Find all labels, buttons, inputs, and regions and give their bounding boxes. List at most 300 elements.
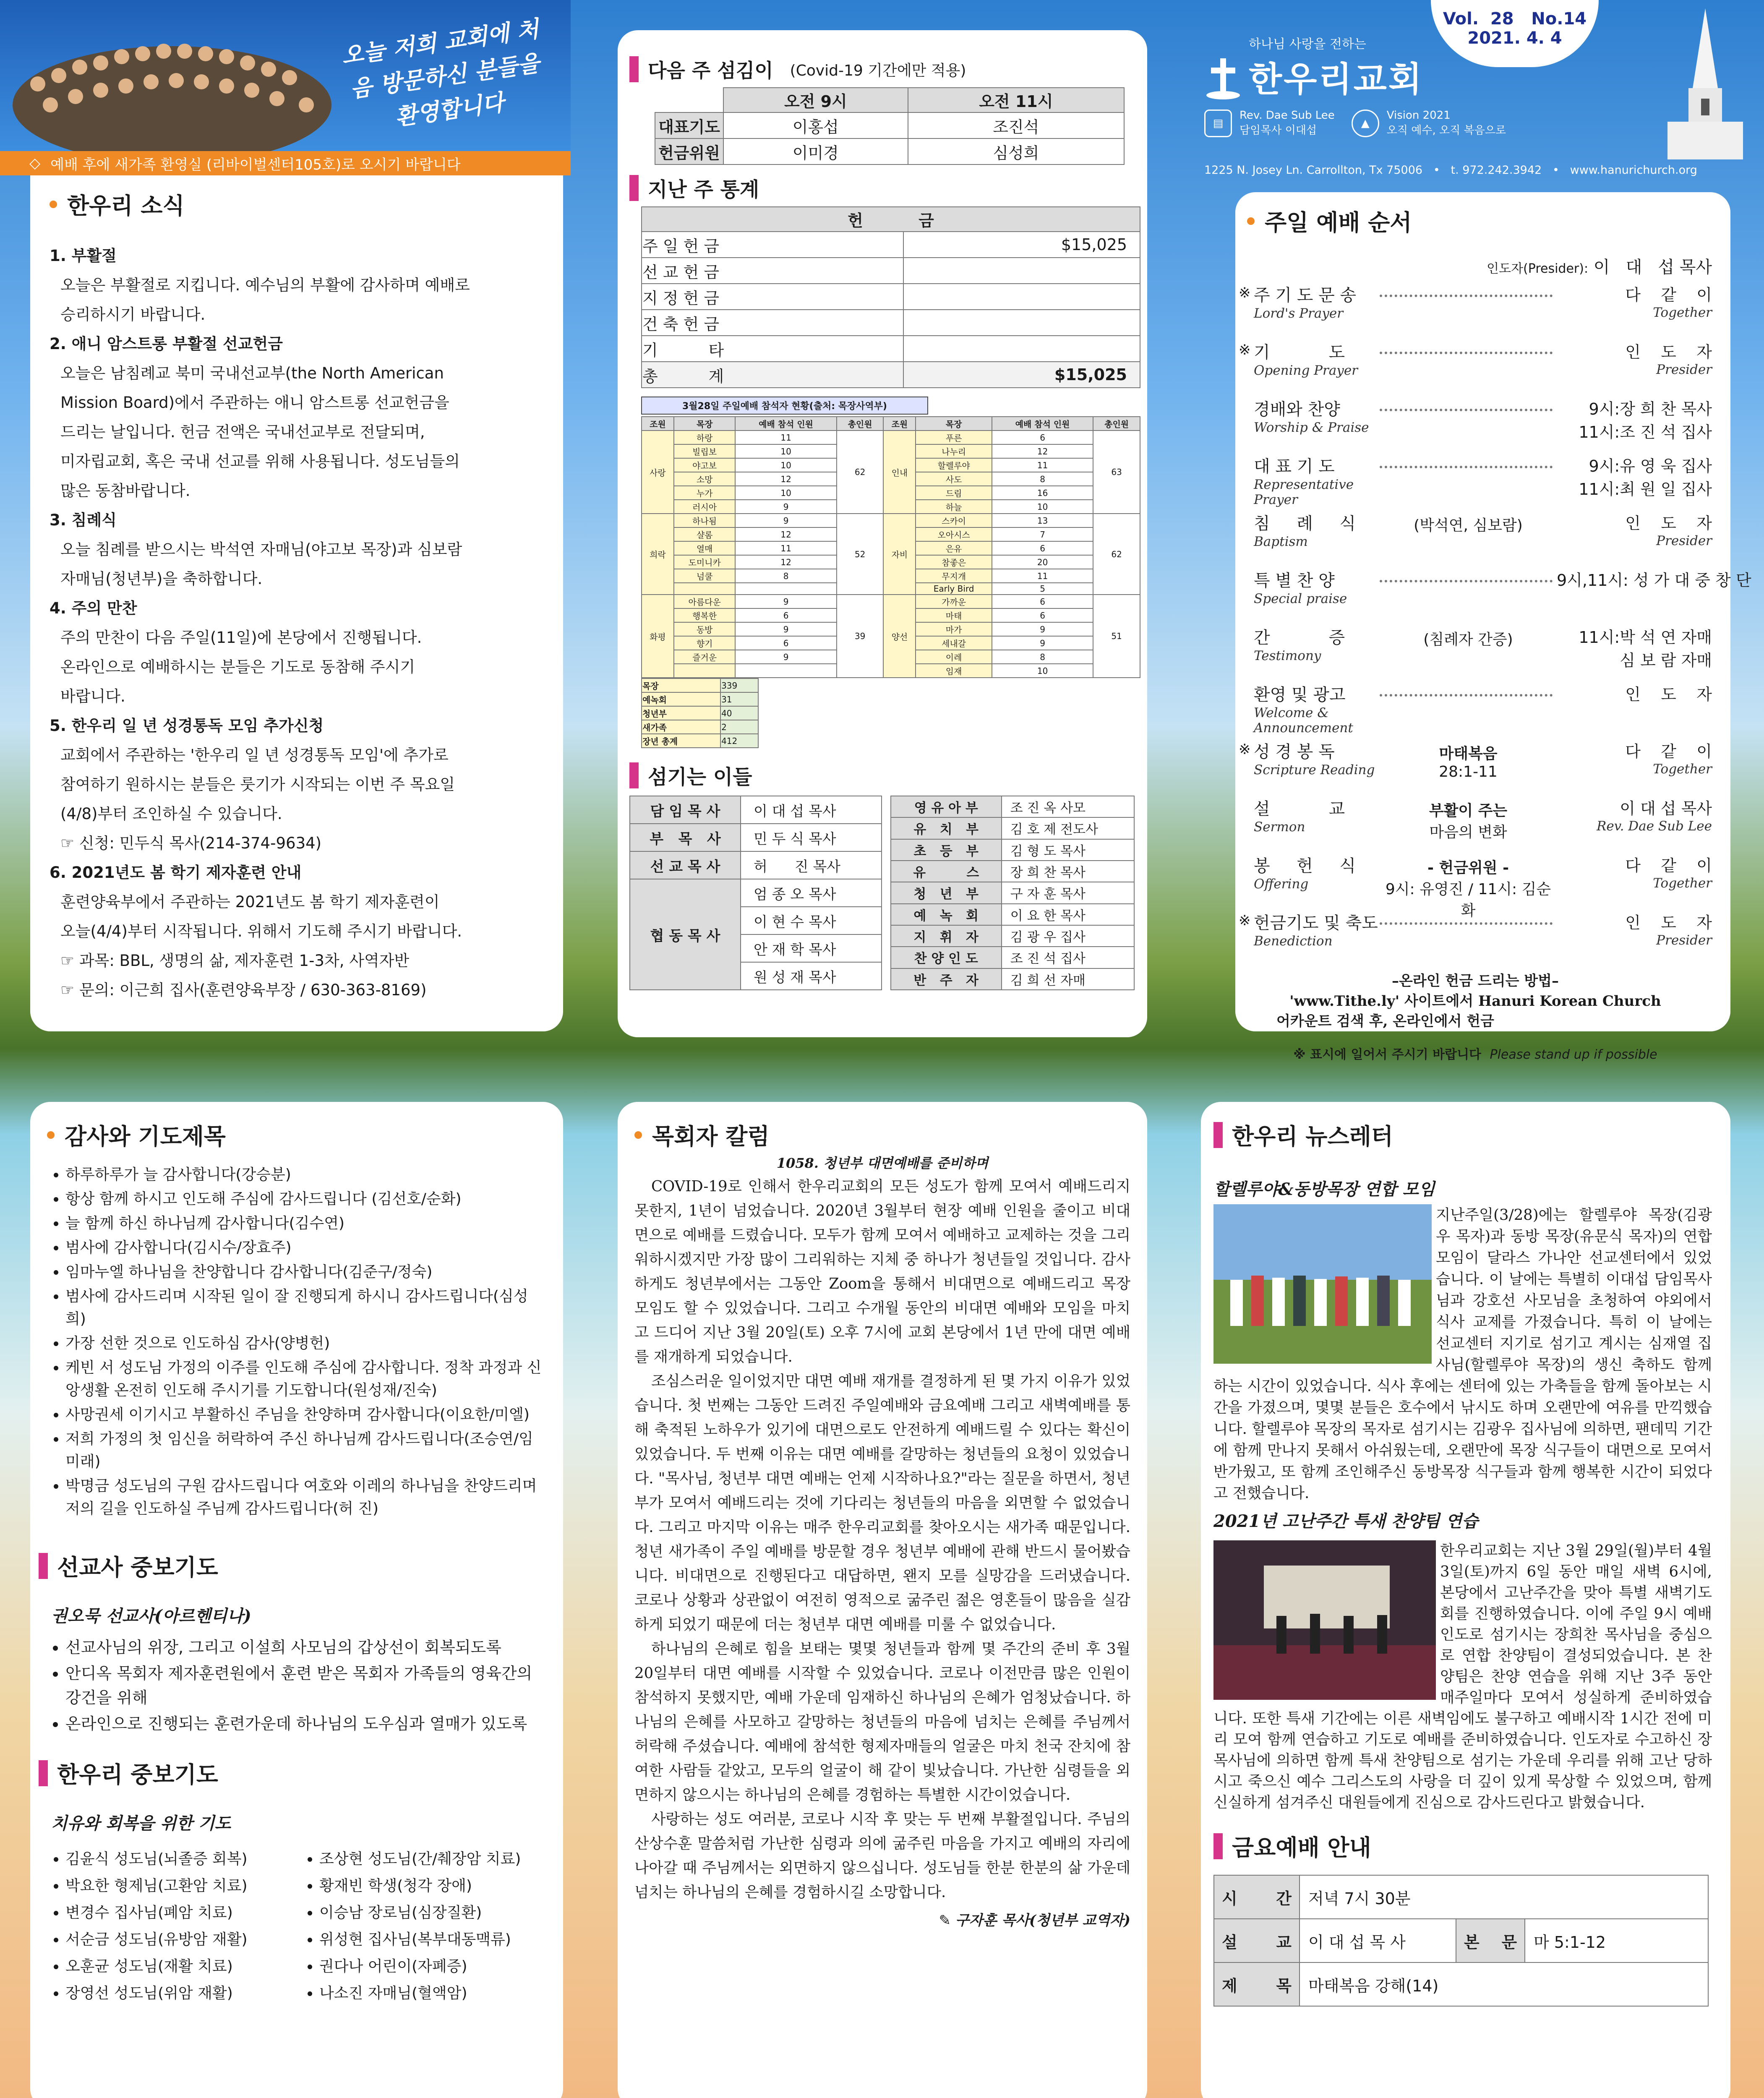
- column-body: [634, 1174, 1130, 1905]
- column-paragraph: 하나님의 은혜로 힘을 보태는 몇몇 청년들과 함께 몇 주간의 준비 후 3월 20일부터 대면 예배를 시작할 수 있었습니다. 코로나 이전만큼 많은 인원이 참석하지 못했지만, 예배 가운데 임재하신 하나님의 은혜가 엄청났습니다. 하나님의 은혜를 사모하고 갈망하는 청년들의 마음에 넘치는 은혜를 주님께서 허락해 주셨습니다. 예배에 참석한 형제자매들의 얼굴은 마치 천국 잔치에 참여한 사람들 같았고, 모두의 얼굴이 해 같이 빛났습니다. 가난한 심령들을 외면하지 않으시는 하나님의 은혜를 경험하는 특별한 시간이었습니다.: [634, 1640, 1130, 1803]
- leader-name: 인 도 자: [1625, 343, 1712, 361]
- staff-name: 원 성 재 목사: [741, 962, 882, 990]
- worship-item-name: [1254, 624, 1380, 663]
- cell-count: 9: [992, 636, 1093, 650]
- leader-name: 다 같 이: [1625, 286, 1712, 304]
- group-total: 39: [837, 595, 884, 678]
- group-name: 사랑: [642, 431, 674, 514]
- worship-item-middle: [1380, 738, 1557, 780]
- cell-count: 10: [735, 486, 836, 500]
- leader-name: 9시:유 영 욱 집사: [1589, 457, 1712, 475]
- worship-item-name: [1254, 738, 1380, 778]
- cell-count: 7: [992, 527, 1093, 541]
- leader-name: 다 같 이: [1625, 742, 1712, 761]
- worship-item: [1239, 282, 1712, 339]
- cell-count: 8: [735, 569, 836, 583]
- worship-title: 주일 예배 순서: [1247, 205, 1712, 237]
- staff-row: [891, 947, 1134, 968]
- summary-row: [642, 706, 758, 720]
- worship-item-name: [1254, 567, 1380, 606]
- worship-item-middle: [1380, 282, 1557, 297]
- intercession-sub: 치유와 회복을 위한 기도: [51, 1814, 231, 1833]
- staff-name: 엄 종 오 목사: [741, 879, 882, 907]
- staff-row: [891, 882, 1134, 903]
- worship-item-leader: [1557, 853, 1712, 891]
- summary-label: 목장: [642, 678, 720, 692]
- item-title: 기 도: [1254, 343, 1345, 362]
- cell-count: 12: [735, 555, 836, 569]
- staff-name: 이 대 섭 목사: [741, 796, 882, 824]
- worship-item-name: [1254, 453, 1380, 507]
- staff-role: 청 년 부: [891, 882, 1002, 903]
- cell-count: 9: [992, 622, 1093, 636]
- stand-mark: ※: [1239, 741, 1251, 758]
- item-english: Opening Prayer: [1254, 363, 1358, 378]
- praise-team-photo: [1213, 1540, 1436, 1700]
- group-name: 양선: [883, 595, 916, 678]
- welcome-script: 오늘 저희 교회에 처음 방문하신 분들을 환영합니다: [339, 15, 541, 131]
- column-paragraph: COVID-19로 인해서 한우리교회의 모든 성도가 함께 모여서 예배드리지 못한지, 1년이 넘었습니다. 2020년 3월부터 현장 예배 인원을 줄이고 비대면으로 예배를 드렸습니다. 모두가 함께 모여서 예배하고 교제하는 것을 그리워하시겠지만 가장 많이 그리워하는 지체 중 하나가 청년들일 것입니다. 감사하게도 청년부에서는 그동안 Zoom을 통해서 비대면으로 예배드리고 목장 모임도 할 수 있었습니다. 그리고 수개월 동안의 비대면 예배와 모임을 마치고 드디어 지난 3월 20일(토) 오후 7시에 교회 본당에서 1년 만에 대면 예배를 재개하게 되었습니다.: [634, 1178, 1130, 1365]
- cell-name: 넘쿨: [674, 569, 736, 583]
- cell-count: 6: [735, 608, 836, 622]
- pink-bar-icon: [39, 1760, 48, 1786]
- leader-english: Rev. Dae Sub Lee: [1597, 819, 1712, 834]
- news-list: [50, 241, 546, 1005]
- cell-name: 동방: [674, 622, 736, 636]
- dot-leader: [1380, 694, 1553, 697]
- cell-name: 샬롬: [674, 527, 736, 541]
- news-item: 3. 침례식 오늘 침례를 받으시는 박석연 자매님(야고보 목장)과 심보람 자매님(청년부)을 축하합니다.: [50, 511, 462, 588]
- worship-item: [1239, 567, 1751, 624]
- worship-item-middle: [1380, 910, 1557, 925]
- group-total: 63: [1093, 431, 1140, 514]
- cell-count: 9: [735, 595, 836, 608]
- cell-name: 무지개: [916, 569, 992, 583]
- cell-count: 13: [992, 514, 1093, 527]
- congregation-photo: [13, 4, 331, 143]
- staff-row: [891, 839, 1134, 861]
- worship-item: [1239, 396, 1712, 453]
- cell-name: 소망: [674, 472, 736, 486]
- worship-item-middle: [1380, 796, 1557, 842]
- cell-name: 열매: [674, 541, 736, 555]
- item-title: 봉 헌 식: [1254, 856, 1356, 876]
- item-detail: (침례자 간증): [1423, 631, 1513, 648]
- cell-count: 5: [992, 583, 1093, 595]
- item-english: Lord's Prayer: [1254, 306, 1344, 321]
- item-title: 특 별 찬 양: [1254, 571, 1335, 590]
- staff-name: 김 형 도 목사: [1002, 839, 1134, 861]
- cell-name: 나누리: [916, 444, 992, 458]
- stand-mark: [1239, 510, 1254, 513]
- pen-icon: ✎: [939, 1912, 951, 1929]
- worship-order-list: [1239, 282, 1751, 967]
- staff-role: 부 목 사: [630, 824, 741, 851]
- pink-bar-icon: [629, 175, 639, 201]
- item-english: Testimony: [1254, 648, 1321, 663]
- pink-bar-icon: [629, 56, 639, 82]
- summary-value: 2: [720, 720, 758, 734]
- cell-count: 11: [735, 541, 836, 555]
- summary-label: 청년부: [642, 706, 720, 720]
- cell-name: 임재: [916, 664, 992, 678]
- newsletter-title: 한우리 뉴스레터: [1213, 1119, 1712, 1151]
- item-title: 경배와 찬양: [1254, 400, 1340, 419]
- thanks-item: • 임마누엘 하나님을 찬양합니다 감사합니다(김준구/정숙): [65, 1261, 546, 1284]
- cell-name: 빌립보: [674, 444, 736, 458]
- missionary-title: 선교사 중보기도: [39, 1550, 546, 1582]
- intercession-item: • 조상현 성도님(간/췌장암 치료): [319, 1847, 546, 1872]
- summary-row: [642, 678, 758, 692]
- worship-item-name: [1254, 396, 1380, 435]
- staff-role: 초 등 부: [891, 839, 1002, 861]
- book-icon: ▤: [1204, 110, 1232, 137]
- intercession-title: 한우리 중보기도: [39, 1757, 546, 1789]
- stand-mark: [1239, 396, 1254, 399]
- worship-item-middle: [1380, 510, 1557, 535]
- staff-row: [891, 968, 1134, 990]
- stats-title: 지난 주 통계: [629, 173, 1135, 202]
- item-title: 헌금기도 및 축도: [1254, 913, 1378, 933]
- summary-value: 31: [720, 692, 758, 706]
- leader-name: 9시:장 희 찬 목사: [1589, 400, 1712, 418]
- group-name: 자비: [883, 514, 916, 595]
- staff-role: 유 치 부: [891, 817, 1002, 839]
- leader-english: 11시:조 진 석 집사: [1579, 423, 1712, 441]
- staff-name: 구 자 훈 목사: [1002, 882, 1134, 903]
- pink-bar-icon: [629, 762, 639, 788]
- newsletter-panel: [1201, 1102, 1730, 2098]
- circle-icon: ◇: [29, 155, 41, 172]
- cell-count: 10: [735, 458, 836, 472]
- staff-table-left: [629, 796, 882, 990]
- staff-name: 안 재 학 목사: [741, 934, 882, 962]
- cell-count: 11: [735, 431, 836, 444]
- worship-item: [1239, 910, 1712, 967]
- staff-name: 민 두 식 목사: [741, 824, 882, 851]
- cell-count: 12: [992, 444, 1093, 458]
- leader-name: 9시,11시: 성 가 대 중 창 단: [1557, 571, 1751, 590]
- summary-row: [642, 734, 758, 748]
- worship-panel: [1235, 192, 1751, 1062]
- leader-english: Together: [1653, 305, 1712, 320]
- cell-name: 세내갈: [916, 636, 992, 650]
- news-item: 5. 한우리 일 년 성경통독 모임 추가신청 교회에서 주관하는 '한우리 일 년 성경통독 모임'에 추가로 참여하기 원하시는 분들은 룻기가 시작되는 이번 주 목요일 (4/8)부터 조인하실 수 있습니다. ☞ 신청: 민두식 목사(214-374-9634): [50, 717, 455, 852]
- item-english: Offering: [1254, 877, 1309, 892]
- welcome-notice: ◇ 예배 후에 새가족 환영실 (리바이벌센터105호)로 오시기 바랍니다: [0, 151, 571, 175]
- staff-name: 이 현 수 목사: [741, 907, 882, 934]
- staff-role: 담 임 목 사: [630, 796, 741, 824]
- worship-item-leader: [1557, 796, 1712, 834]
- worship-item: [1239, 510, 1712, 567]
- summary-label: 예녹회: [642, 692, 720, 706]
- cell-name: 가까운: [916, 595, 992, 608]
- item-english: Baptism: [1254, 534, 1308, 549]
- presider-line: 인도자(Presider): 이 대 섭 목사: [1487, 258, 1712, 277]
- worship-item-leader: [1557, 567, 1751, 590]
- orange-dot-icon: [634, 1131, 642, 1139]
- staff-table-right: [890, 796, 1135, 990]
- item-detail: (박석연, 심보람): [1414, 517, 1523, 534]
- leader-english: Presider: [1656, 533, 1712, 548]
- dot-leader: [1380, 295, 1553, 297]
- article-2-title: 2021년 고난주간 특새 찬양팀 연습: [1213, 1511, 1478, 1531]
- staff-name: 허 진 목사: [741, 851, 882, 879]
- intercession-item: • 나소진 자매님(혈액암): [319, 1981, 546, 2006]
- leader-english: 11시:최 원 일 집사: [1579, 480, 1712, 498]
- cell-count: 20: [992, 555, 1093, 569]
- worship-item-name: [1254, 339, 1380, 378]
- thanks-item: • 늘 함께 하신 하나님께 감사합니다(김수연): [65, 1212, 546, 1235]
- item-title: 대 표 기 도: [1254, 457, 1335, 476]
- intercession-item: • 서순금 성도님(유방암 재활): [65, 1927, 292, 1952]
- worship-item: [1239, 681, 1712, 738]
- cell-name: 드림: [916, 486, 992, 500]
- summary-value: 339: [720, 678, 758, 692]
- worship-item-leader: [1557, 453, 1712, 499]
- leader-name: 이 대 섭 목사: [1620, 799, 1712, 818]
- item-title: 환영 및 광고: [1254, 685, 1346, 705]
- worship-item-middle: [1380, 681, 1557, 697]
- cell-count: 11: [992, 569, 1093, 583]
- stand-mark: [1239, 853, 1254, 855]
- missionary-list: [39, 1635, 546, 1736]
- cell-name: 참좋은: [916, 555, 992, 569]
- column-subtitle: 1058. 청년부 대면예배를 준비하며: [776, 1155, 989, 1171]
- column-panel: [618, 1102, 1147, 2098]
- leader-english: Together: [1653, 876, 1712, 891]
- leader-english: Presider: [1656, 933, 1712, 948]
- leader-name: 인 도 자: [1625, 514, 1712, 532]
- item-detail: 28:1-11: [1439, 763, 1498, 780]
- cell-count: 9: [735, 650, 836, 664]
- missionary-item: • 온라인으로 진행되는 훈련가운데 하나님의 도우심과 열매가 있도록: [65, 1712, 546, 1736]
- group-total: 62: [837, 431, 884, 514]
- stand-notice: ※ 표시에 일어서 주시기 바랍니다 Please stand up if possible: [1293, 1047, 1657, 1062]
- item-english: Worship & Praise: [1254, 420, 1369, 435]
- intercession-item: • 오훈균 성도님(재활 치료): [65, 1954, 292, 1979]
- cell-name: 행복한: [674, 608, 736, 622]
- cell-count: 16: [992, 486, 1093, 500]
- offering-table: 헌 금 주 일 헌 금 $15,025 선 교 헌 금 지 정 헌 금 건 축 헌 금 기 타 총 계 $15,025: [641, 206, 1140, 388]
- worship-item-name: [1254, 282, 1380, 321]
- worship-item-name: [1254, 681, 1380, 736]
- worship-item: [1239, 796, 1712, 853]
- cell-name: 즐거운: [674, 650, 736, 664]
- leader-name: 다 같 이: [1625, 856, 1712, 875]
- staff-row: [630, 796, 882, 824]
- cell-name: 할렐루야: [916, 458, 992, 472]
- cell-count: 12: [735, 527, 836, 541]
- staff-row: [891, 861, 1134, 882]
- cell-count: 9: [735, 622, 836, 636]
- dot-leader: [1380, 409, 1553, 411]
- staff-role: 협 동 목 사: [630, 879, 741, 990]
- summary-label: 장년 총계: [642, 734, 720, 748]
- cell-name: 하랑: [674, 431, 736, 444]
- staff-row: [891, 904, 1134, 925]
- thanks-item: • 가장 선한 것으로 인도하심 감사(양병헌): [65, 1332, 546, 1355]
- worship-item-leader: [1557, 396, 1712, 442]
- worship-item-middle: [1380, 567, 1557, 582]
- news-panel: [30, 175, 563, 1031]
- dot-leader: [1380, 352, 1553, 354]
- cell-name: 도미니카: [674, 555, 736, 569]
- staff-name: 김 호 제 전도사: [1002, 817, 1134, 839]
- item-title: 주 기 도 문 송: [1254, 286, 1357, 305]
- orange-dot-icon: [1247, 217, 1255, 225]
- staff-title: 섬기는 이들: [629, 761, 1135, 790]
- cell-count: 6: [992, 595, 1093, 608]
- online-offering: –온라인 헌금 드리는 방법– 'www.Tithe.ly' 사이트에서 Hanuri Korean Church 어카운트 검색 후, 온라인에서 헌금: [1276, 973, 1661, 1030]
- group-name: 화평: [642, 595, 674, 678]
- item-title: 침 례 식: [1254, 514, 1356, 533]
- masthead: Vol. 28 No.14 2021. 4. 4 하나님 사랑을 전하는 한우리교회 ▤ Rev. Dae Sub Lee 담임목사 이대섭 ▲ Vision 2021 오직 예수, 오직 복음으로 1225 N. Josey Ln. Carrollton, Tx 75006 • t. 972.242.3942 • www.hanurichurch.org: [1187, 0, 1764, 185]
- cell-name: 향기: [674, 636, 736, 650]
- thanks-list: [39, 1164, 546, 1520]
- staff-role: 영 유 아 부: [891, 796, 1002, 817]
- thanks-item: • 항상 함께 하시고 인도해 주심에 감사드립니다 (김선호/순화): [65, 1188, 546, 1211]
- leader-name: 인 도 자: [1625, 913, 1712, 932]
- stand-mark: [1239, 567, 1254, 570]
- item-english: Welcome & Announcement: [1254, 705, 1353, 736]
- thanks-item: • 하루하루가 늘 감사합니다(강승분): [65, 1164, 546, 1186]
- worship-item-middle: [1380, 453, 1557, 468]
- item-detail: 마음의 변화: [1429, 824, 1507, 841]
- worship-item-middle: [1380, 339, 1557, 354]
- cell-name: 사도: [916, 472, 992, 486]
- cell-count: 10: [735, 444, 836, 458]
- cell-name: [674, 583, 736, 595]
- summary-label: 새가족: [642, 720, 720, 734]
- stand-mark: ※: [1239, 912, 1251, 929]
- intercession-item: • 박요한 형제님(고환암 치료): [65, 1874, 292, 1899]
- cell-count: 9: [735, 500, 836, 514]
- church-logo: 하나님 사랑을 전하는 한우리교회: [1204, 34, 1423, 101]
- news-item: 4. 주의 만찬 주의 만찬이 다음 주일(11일)에 본당에서 진행됩니다. 온라인으로 예배하시는 분들은 기도로 동참해 주시기 바랍니다.: [50, 599, 422, 705]
- group-total: 52: [837, 514, 884, 595]
- column-paragraph: 조심스러운 일이었지만 대면 예배 재개를 결정하게 된 몇 가지 이유가 있었습니다. 첫 번째는 그동안 드려진 주일예배와 금요예배 그리고 새벽예배를 통해 축적된 노하우가 있기에 대면으로도 안전하게 예배드릴 수 있다는 확신이 있었습니다. 두 번째 이유는 대면 예배를 갈망하는 청년들의 요청이 있었습니다. "목사님, 청년부 대면 예배는 언제 시작하나요?"라는 질문을 하면서, 청년부가 모여서 예배드리는 것에 기다리는 청년들의 마음을 외면할 수 없었습니다. 그리고 마지막 이유는 매주 한우리교회를 찾아오시는 새가족 때문입니다. 청년 새가족이 주일 예배를 방문할 경우 청년부 예배에 관해 반드시 물어봤습니다. 비대면으로 진행된다고 대답하면, 왠지 모를 실망감을 드러냈습니다. 코로나 상황과 상관없이 여전히 영적으로 굶주린 젊은 영혼들이 많음을 실감하게 되었기 때문에 더는 청년부 대면 예배를 미룰 수 없었습니다.: [634, 1373, 1130, 1633]
- item-detail: 마태복음: [1439, 745, 1498, 762]
- friday-title: 금요예배 안내: [1213, 1830, 1712, 1862]
- staff-role: 반 주 자: [891, 968, 1002, 990]
- cell-name: 야고보: [674, 458, 736, 472]
- stand-mark: [1239, 453, 1254, 456]
- staff-role: 예 녹 회: [891, 904, 1002, 925]
- cell-count: 12: [735, 472, 836, 486]
- intercession-item: • 장영선 성도님(위암 재활): [65, 1981, 292, 2006]
- group-photo: [1213, 1204, 1432, 1364]
- pink-bar-icon: [39, 1553, 48, 1579]
- worship-item-name: [1254, 510, 1380, 549]
- cell-name: 푸른: [916, 431, 992, 444]
- cell-count: 6: [735, 636, 836, 650]
- article-1: 지난주일(3/28)에는 할렐루야 목장(김광우 목자)과 동방 목장(유문식 목자)의 연합 모임이 달라스 가나안 선교센터에서 있었습니다. 이 날에는 특별히 이대섭 담임목사님과 강호선 사모님을 초청하여 야외에서 식사 교제를 가졌습니다. 특히 이 날에는 선교센터 지기로 섬기고 계시는 심재열 집사님(할렐루야 목장)의 생신 축하도 함께 하는 시간이 있었습니다. 식사 후에는 센터에 있는 가축들을 함께 돌아보는 시간을 가졌으며, 몇몇 분들은 호수에서 낚시도 하며 오랜만에 여유를 만끽했습니다. 할렐루야 목장의 목자로 섬기시는 김광우 집사님에 의하면, 팬데믹 기간에 함께 만나지 못해서 아쉬웠는데, 오랜만에 목장 식구들이 대면으로 모여서 반가웠고, 또 함께 조인해주신 동방목장 식구들과 함께 행복한 시간이 되었다고 전했습니다.: [1213, 1204, 1712, 1504]
- news-item: 6. 2021년도 봄 학기 제자훈련 안내 훈련양육부에서 주관하는 2021년도 봄 학기 제자훈련이 오늘(4/4)부터 시작됩니다. 위해서 기도해 주시기 바랍니다. ☞ 과목: BBL, 생명의 삶, 제자훈련 1-3차, 사역자반 ☞ 문의: 이근희 집사(훈련양육부장 / 630-363-8169): [50, 864, 462, 999]
- staff-row: [630, 824, 882, 851]
- contact-line: 1225 N. Josey Ln. Carrollton, Tx 75006 • t. 972.242.3942 • www.hanurichurch.org: [1204, 164, 1697, 177]
- item-title: 간 증: [1254, 628, 1345, 647]
- stats-panel: [618, 30, 1147, 1037]
- worship-item-name: [1254, 796, 1380, 835]
- pink-bar-icon: [1213, 1833, 1223, 1859]
- staff-role: 찬 양 인 도: [891, 947, 1002, 968]
- staff-name: 조 진 석 집사: [1002, 947, 1134, 968]
- summary-row: [642, 692, 758, 706]
- staff-row: [891, 796, 1134, 817]
- summary-value: 40: [720, 706, 758, 720]
- thanks-item: • 사망권세 이기시고 부활하신 주님을 찬양하며 감사합니다(이요한/미엘): [65, 1404, 546, 1426]
- cell-count: 6: [992, 608, 1093, 622]
- orange-dot-icon: [50, 201, 57, 208]
- worship-item-middle: [1380, 624, 1557, 649]
- staff-row: [891, 817, 1134, 839]
- cell-name: 이레: [916, 650, 992, 664]
- cell-name: 하늘: [916, 500, 992, 514]
- attendance-row: [642, 514, 1140, 527]
- intercession-list-1: [39, 1847, 292, 2008]
- item-english: Special praise: [1254, 591, 1347, 606]
- staff-name: 김 희 선 자매: [1002, 968, 1134, 990]
- worship-item: [1239, 624, 1712, 681]
- prayer-panel: [30, 1102, 563, 2098]
- intercession-item: • 황재빈 학생(청각 장애): [319, 1874, 546, 1899]
- cell-count: 8: [992, 472, 1093, 486]
- item-english: Scripture Reading: [1254, 762, 1375, 778]
- worship-item: [1239, 853, 1712, 919]
- attendance-row: [642, 595, 1140, 608]
- item-english: Benediction: [1254, 934, 1333, 949]
- worship-item-leader: [1557, 910, 1712, 948]
- worship-item-name: [1254, 853, 1380, 892]
- stand-mark: [1239, 681, 1254, 684]
- intercession-item: • 변경수 집사님(폐암 치료): [65, 1900, 292, 1926]
- worship-item-middle: [1380, 396, 1557, 411]
- cell-name: 은유: [916, 541, 992, 555]
- worship-item-leader: [1557, 282, 1712, 320]
- intercession-item: • 김윤식 성도님(뇌졸증 회복): [65, 1847, 292, 1872]
- leader-english: Together: [1653, 762, 1712, 777]
- vision-icon: ▲: [1352, 110, 1379, 137]
- cell-name: 하나됨: [674, 514, 736, 527]
- next-servers-title: 다음 주 섬김이 (Covid-19 기간에만 적용): [629, 55, 1135, 83]
- cell-name: 아름다운: [674, 595, 736, 608]
- next-servers-table: 오전 9시 오전 11시 대표기도 이홍섭 조진석 헌금위원 이미경 심성희: [655, 87, 1125, 165]
- leader-name: 인 도 자: [1625, 685, 1712, 704]
- thanks-item: • 범사에 감사드리며 시작된 일이 잘 진행되게 하시니 감사드립니다(심성희): [65, 1285, 546, 1331]
- worship-item-leader: [1557, 339, 1712, 377]
- cell-count: 9: [735, 514, 836, 527]
- cell-name: 오아시스: [916, 527, 992, 541]
- missionary-item: • 안디옥 목회자 제자훈련원에서 훈련 받은 목회자 가족들의 영육간의 강건을 위해: [65, 1661, 546, 1710]
- item-english: Sermon: [1254, 819, 1305, 835]
- cell-count: [735, 583, 836, 595]
- orange-dot-icon: [47, 1131, 55, 1139]
- staff-role: 유 스: [891, 861, 1002, 882]
- thanks-item: • 박명금 성도님의 구원 감사드립니다 여호와 이레의 하나님을 찬양드리며 저의 길을 인도하실 주님께 감사드립니다(허 진): [65, 1475, 546, 1520]
- worship-item: [1239, 453, 1712, 510]
- cross-logo-icon: [1204, 55, 1242, 101]
- church-steeple-icon: [1659, 8, 1751, 168]
- thanks-item: • 케빈 서 성도님 가정의 이주를 인도해 주심에 감사합니다. 정착 과정과 신앙생활 온전히 인도해 주시기를 기도합니다(원성재/진숙): [65, 1357, 546, 1402]
- cell-name: Early Bird: [916, 583, 992, 595]
- cell-name: 러시아: [674, 500, 736, 514]
- staff-name: 김 광 우 집사: [1002, 925, 1134, 947]
- pink-bar-icon: [1213, 1122, 1223, 1148]
- leader-english: Presider: [1656, 362, 1712, 377]
- summary-value: 412: [720, 734, 758, 748]
- intercession-item: • 권다나 어린이(자폐증): [319, 1954, 546, 1979]
